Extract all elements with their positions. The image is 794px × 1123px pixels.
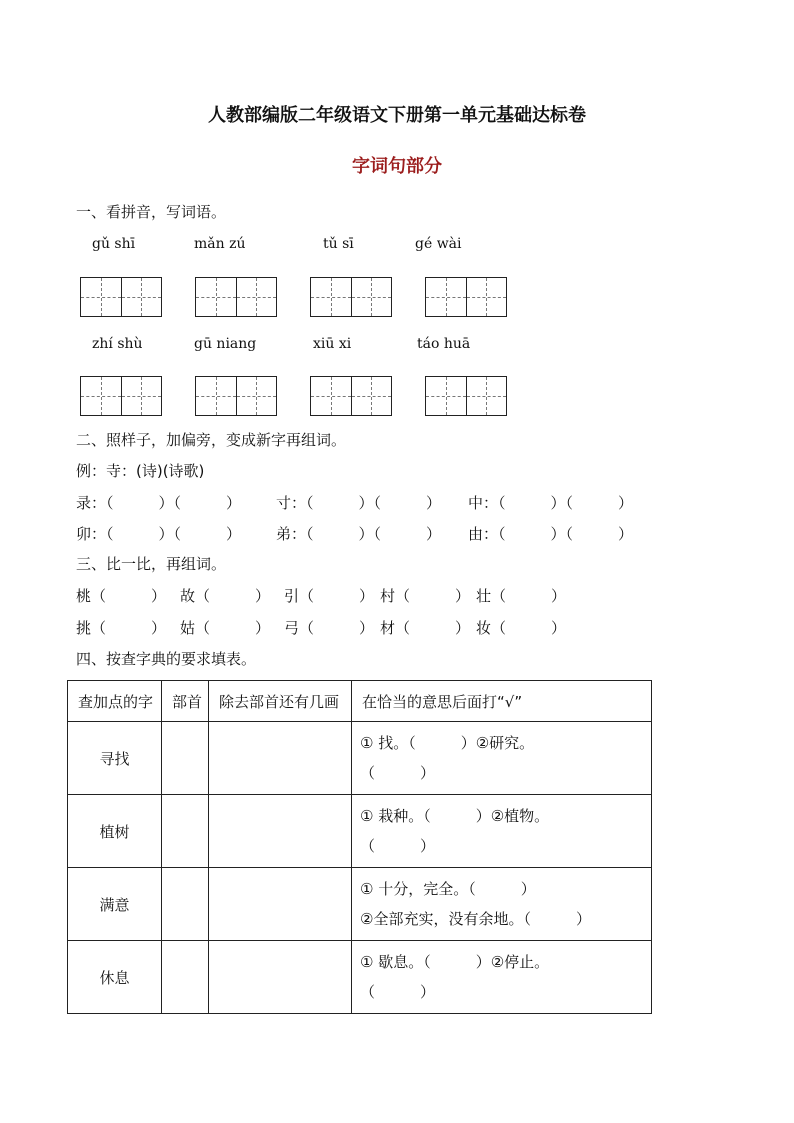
meaning-line: ① 十分，完全。（ ）: [360, 880, 536, 898]
fill-blank[interactable]: 姑（ ）: [180, 619, 271, 637]
writing-grid[interactable]: [425, 277, 507, 317]
fill-blank[interactable]: 弟：（ ）（ ）: [276, 525, 442, 543]
table-row: [68, 795, 652, 868]
fill-blank[interactable]: 壮（ ）: [476, 587, 567, 605]
pinyin-8: táo huā: [417, 336, 471, 352]
pinyin-5: zhí shù: [92, 336, 143, 352]
fill-blank[interactable]: 弓（ ）: [284, 619, 375, 637]
writing-grid[interactable]: [310, 277, 392, 317]
fill-blank[interactable]: 卯：（ ）（ ）: [76, 525, 242, 543]
strokes-cell[interactable]: [209, 722, 352, 795]
table-row: [68, 722, 652, 795]
strokes-cell[interactable]: [209, 795, 352, 868]
pinyin-7: xiū xi: [313, 336, 352, 352]
pinyin-2: mǎn zú: [194, 236, 246, 252]
writing-grid[interactable]: [310, 376, 392, 416]
fill-blank[interactable]: 材（ ）: [380, 619, 471, 637]
radical-cell[interactable]: [162, 868, 209, 941]
table-row: [68, 941, 652, 1014]
header-meaning: 在恰当的意思后面打“√”: [352, 681, 652, 722]
header-strokes: 除去部首还有几画: [209, 681, 352, 722]
page-subtitle: 字词句部分: [352, 156, 442, 177]
fill-blank[interactable]: 妆（ ）: [476, 619, 567, 637]
fill-blank[interactable]: 中：（ ）（ ）: [468, 494, 634, 512]
fill-blank[interactable]: 村（ ）: [380, 587, 471, 605]
fill-blank[interactable]: 挑（ ）: [76, 619, 167, 637]
pinyin-3: tǔ sī: [323, 236, 354, 252]
meaning-cell[interactable]: [352, 868, 652, 941]
table-header-row: [68, 681, 652, 722]
table-word: 寻找: [68, 722, 162, 795]
strokes-cell[interactable]: [209, 941, 352, 1014]
pinyin-6: gū niang: [194, 336, 257, 352]
page-title: 人教部编版二年级语文下册第一单元基础达标卷: [208, 105, 586, 126]
table-word: 休息: [68, 941, 162, 1014]
meaning-line: ① 歇息。（ ）②停止。: [360, 953, 550, 971]
section3-heading: 三、比一比，再组词。: [76, 555, 227, 573]
fill-blank[interactable]: 录：（ ）（ ）: [76, 494, 242, 512]
fill-blank[interactable]: 寸：（ ）（ ）: [276, 494, 442, 512]
meaning-line: （ ）: [360, 764, 436, 782]
writing-grid[interactable]: [80, 376, 162, 416]
section1-heading: 一、看拼音，写词语。: [76, 203, 227, 221]
fill-blank[interactable]: 由：（ ）（ ）: [468, 525, 634, 543]
meaning-line: ① 栽种。（ ）②植物。: [360, 807, 550, 825]
section2-heading: 二、照样子，加偏旁，变成新字再组词。: [76, 431, 347, 449]
fill-blank[interactable]: 引（ ）: [284, 587, 375, 605]
meaning-line: （ ）: [360, 837, 436, 855]
writing-grid[interactable]: [80, 277, 162, 317]
header-radical: 部首: [162, 681, 209, 722]
meaning-cell[interactable]: [352, 941, 652, 1014]
radical-cell[interactable]: [162, 722, 209, 795]
meaning-line: ① 找。（ ）②研究。: [360, 734, 535, 752]
writing-grid[interactable]: [195, 376, 277, 416]
strokes-cell[interactable]: [209, 868, 352, 941]
table-word: 满意: [68, 868, 162, 941]
meaning-cell[interactable]: [352, 722, 652, 795]
writing-grid[interactable]: [195, 277, 277, 317]
radical-cell[interactable]: [162, 795, 209, 868]
meaning-line: （ ）: [360, 983, 436, 1001]
dictionary-table: [67, 680, 652, 1014]
section2-example: 例：寺：(诗)(诗歌): [76, 462, 205, 480]
meaning-cell[interactable]: [352, 795, 652, 868]
section4-heading: 四、按查字典的要求填表。: [76, 650, 257, 668]
fill-blank[interactable]: 桃（ ）: [76, 587, 167, 605]
radical-cell[interactable]: [162, 941, 209, 1014]
writing-grid[interactable]: [425, 376, 507, 416]
header-word: 查加点的字: [68, 681, 162, 722]
table-row: [68, 868, 652, 941]
meaning-line: ②全部充实，没有余地。（ ）: [360, 910, 591, 928]
pinyin-1: gǔ shī: [92, 236, 136, 252]
table-word: 植树: [68, 795, 162, 868]
fill-blank[interactable]: 故（ ）: [180, 587, 271, 605]
pinyin-4: gé wài: [415, 236, 462, 252]
